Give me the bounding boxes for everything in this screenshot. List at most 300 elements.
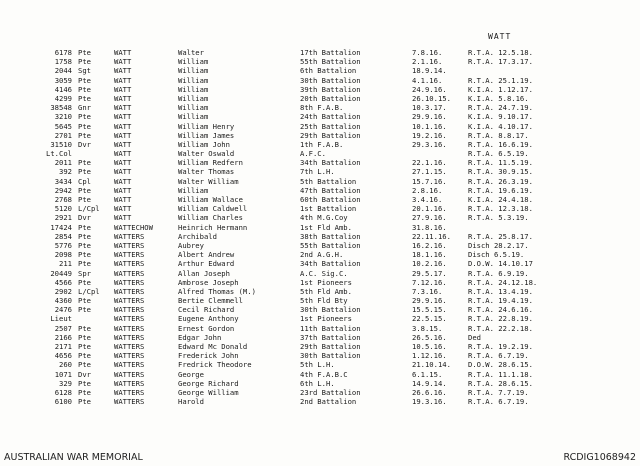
rank: Dvr <box>78 213 91 223</box>
rank: Pte <box>78 305 91 315</box>
service-number: 3434 <box>54 176 72 186</box>
surname: WATTERS <box>114 240 145 250</box>
surname: WATTECHOW <box>114 222 153 232</box>
fate: R.T.A. 22.8.19. <box>468 314 533 324</box>
given-names: Aubrey <box>178 240 204 250</box>
list-item <box>0 103 640 112</box>
footer-source: AUSTRALIAN WAR MEMORIAL <box>4 452 143 463</box>
enlistment-date: 2.1.16. <box>412 57 443 67</box>
service-number: 1071 <box>54 369 72 379</box>
enlistment-date: 4.1.16. <box>412 75 443 85</box>
unit: 47th Battalion <box>300 185 361 195</box>
given-names: William <box>178 75 209 85</box>
surname: WATTERS <box>114 323 145 333</box>
service-number: 4656 <box>54 351 72 361</box>
enlistment-date: 10.1.16. <box>412 121 447 131</box>
rank: Pte <box>78 167 91 177</box>
given-names: Ambrose Joseph <box>178 277 239 287</box>
service-number: 5645 <box>54 121 72 131</box>
fate: D.O.W. 14.10.17 <box>468 259 533 269</box>
unit: 8th F.A.B. <box>300 103 344 113</box>
unit: 30th Battalion <box>300 75 361 85</box>
fate: R.T.A. 8.8.17. <box>468 130 529 140</box>
given-names: William <box>178 103 209 113</box>
rank: Pte <box>78 121 91 131</box>
list-item <box>0 351 640 360</box>
fate: R.T.A. 25.1.19. <box>468 75 533 85</box>
fate: Disch 6.5.19. <box>468 250 525 260</box>
given-names: Heinrich Hermann <box>178 222 248 232</box>
unit: 1th F.A.B. <box>300 139 344 149</box>
enlistment-date: 10.3.17. <box>412 103 447 113</box>
service-number: 392 <box>59 167 72 177</box>
unit: 30th Battalion <box>300 351 361 361</box>
service-number: Lt.Col <box>46 149 72 159</box>
fate: K.I.A. 9.10.17. <box>468 112 533 122</box>
list-item <box>0 259 640 268</box>
given-names: George <box>178 369 204 379</box>
service-number: 2011 <box>54 158 72 168</box>
list-item <box>0 314 640 323</box>
enlistment-date: 22.11.16. <box>412 231 451 241</box>
service-number: 4566 <box>54 277 72 287</box>
given-names: William <box>178 84 209 94</box>
given-names: Walter <box>178 48 204 57</box>
rank: Pte <box>78 259 91 269</box>
enlistment-date: 26.10.15. <box>412 93 451 103</box>
enlistment-date: 15.5.15. <box>412 305 447 315</box>
rank: Pte <box>78 240 91 250</box>
enlistment-date: 21.10.14. <box>412 360 451 370</box>
rank: Pte <box>78 342 91 351</box>
given-names: William <box>178 112 209 122</box>
list-item <box>0 250 640 259</box>
list-item <box>0 324 640 333</box>
surname: WATTERS <box>114 231 145 241</box>
surname: WATTERS <box>114 360 145 370</box>
fate: R.T.A. 24.6.16. <box>468 305 533 315</box>
given-names: Walter Thomas <box>178 167 235 177</box>
rank: Pte <box>78 222 91 232</box>
enlistment-date: 24.9.16. <box>412 84 447 94</box>
enlistment-date: 10.2.16. <box>412 259 447 269</box>
unit: 39th Battalion <box>300 84 361 94</box>
enlistment-date: 31.8.16. <box>412 222 447 232</box>
list-item <box>0 269 640 278</box>
rank: Pte <box>78 93 91 103</box>
surname: WATTERS <box>114 277 145 287</box>
enlistment-date: 29.9.16. <box>412 296 447 306</box>
fate: R.T.A. 6.5.19. <box>468 149 529 159</box>
list-item <box>0 360 640 369</box>
given-names: Alfred Thomas (M.) <box>178 286 256 296</box>
enlistment-date: 2.8.16. <box>412 185 443 195</box>
fate: R.T.A. 24.7.19. <box>468 103 533 113</box>
surname: WATTERS <box>114 286 145 296</box>
given-names: William <box>178 57 209 67</box>
given-names: Edward Mc Donald <box>178 342 248 351</box>
fate: R.T.A. 6.9.19. <box>468 268 529 278</box>
service-number: 38548 <box>50 103 72 113</box>
surname: WATTERS <box>114 250 145 260</box>
rank: Pte <box>78 57 91 67</box>
surname: WATT <box>114 103 132 113</box>
given-names: William John <box>178 139 230 149</box>
service-number: 2701 <box>54 130 72 140</box>
surname: WATTERS <box>114 351 145 361</box>
unit: 29th Battalion <box>300 130 361 140</box>
unit: 34th Battalion <box>300 259 361 269</box>
surname: WATT <box>114 84 132 94</box>
enlistment-date: 20.1.16. <box>412 204 447 214</box>
unit: 2nd Battalion <box>300 397 357 407</box>
fate: R.T.A. 7.7.19. <box>468 387 529 397</box>
unit: 11th Battalion <box>300 323 361 333</box>
unit: 5th L.H. <box>300 360 335 370</box>
list-item <box>0 131 640 140</box>
list-item <box>0 241 640 250</box>
fate: K.I.A. 1.12.17. <box>468 84 533 94</box>
surname: WATTERS <box>114 268 145 278</box>
list-item <box>0 397 640 406</box>
fate: R.T.A. 19.4.19. <box>468 296 533 306</box>
given-names: Arthur Edward <box>178 259 235 269</box>
given-names: Allan Joseph <box>178 268 230 278</box>
rank: Pte <box>78 84 91 94</box>
service-number: 4360 <box>54 296 72 306</box>
surname: WATTERS <box>114 314 145 324</box>
unit: 38th Battalion <box>300 231 361 241</box>
given-names: George Richard <box>178 378 239 388</box>
surname: WATTERS <box>114 387 145 397</box>
surname: WATT <box>114 158 132 168</box>
given-names: William Wallace <box>178 195 243 204</box>
list-item <box>0 158 640 167</box>
surname: WATT <box>114 57 132 67</box>
given-names: George William <box>178 387 239 397</box>
enlistment-date: 22.5.15. <box>412 314 447 324</box>
rank: Sgt <box>78 66 91 76</box>
unit: A.F.C. <box>300 149 326 159</box>
page-header: WATT <box>488 32 512 41</box>
enlistment-date: 27.1.15. <box>412 167 447 177</box>
surname: WATT <box>114 204 132 214</box>
unit: 4th F.A.B.C <box>300 369 348 379</box>
service-number: 31510 <box>50 139 72 149</box>
given-names: Edgar John <box>178 332 222 342</box>
service-number: 17424 <box>50 222 72 232</box>
fate: R.T.A. 17.3.17. <box>468 57 533 67</box>
nominal-roll-list <box>0 48 640 406</box>
service-number: 6178 <box>54 48 72 57</box>
given-names: Walter Oswald <box>178 149 235 159</box>
enlistment-date: 29.3.16. <box>412 139 447 149</box>
surname: WATT <box>114 66 132 76</box>
unit: 29th Battalion <box>300 342 361 351</box>
surname: WATT <box>114 176 132 186</box>
list-item <box>0 223 640 232</box>
service-number: 2098 <box>54 250 72 260</box>
list-item <box>0 149 640 158</box>
enlistment-date: 15.7.16. <box>412 176 447 186</box>
unit: 20th Battalion <box>300 93 361 103</box>
enlistment-date: 6.1.15. <box>412 369 443 379</box>
service-number: 2942 <box>54 185 72 195</box>
unit: 6th L.H. <box>300 378 335 388</box>
surname: WATT <box>114 121 132 131</box>
given-names: William <box>178 66 209 76</box>
given-names: Eugene Anthony <box>178 314 239 324</box>
fate: R.T.A. 19.6.19. <box>468 185 533 195</box>
rank: Pte <box>78 48 91 57</box>
rank: Cpl <box>78 176 91 186</box>
unit: 5th Fld Amb. <box>300 286 352 296</box>
list-item <box>0 57 640 66</box>
rank: Pte <box>78 112 91 122</box>
unit: 1st Fld Amb. <box>300 222 352 232</box>
unit: 34th Battalion <box>300 158 361 168</box>
surname: WATTERS <box>114 332 145 342</box>
fate: K.I.A. 24.4.18. <box>468 195 533 204</box>
unit: 30th Battalion <box>300 305 361 315</box>
list-item <box>0 177 640 186</box>
enlistment-date: 7.12.16. <box>412 277 447 287</box>
surname: WATT <box>114 130 132 140</box>
enlistment-date: 29.5.17. <box>412 268 447 278</box>
given-names: Fredrick Theodore <box>178 360 252 370</box>
footer-bar <box>0 450 640 466</box>
unit: 25th Battalion <box>300 121 361 131</box>
list-item <box>0 333 640 342</box>
list-item <box>0 76 640 85</box>
list-item <box>0 296 640 305</box>
fate: K.I.A. 4.10.17. <box>468 121 533 131</box>
list-item <box>0 186 640 195</box>
given-names: Ernest Gordon <box>178 323 235 333</box>
surname: WATTERS <box>114 342 145 351</box>
enlistment-date: 26.6.16. <box>412 387 447 397</box>
unit: 1st Pioneers <box>300 277 352 287</box>
enlistment-date: 18.9.14. <box>412 66 447 76</box>
fate: R.T.A. 28.6.15. <box>468 378 533 388</box>
enlistment-date: 19.3.16. <box>412 397 447 407</box>
service-number: 2854 <box>54 231 72 241</box>
service-number: 6128 <box>54 387 72 397</box>
service-number: 3210 <box>54 112 72 122</box>
given-names: Cecil Richard <box>178 305 235 315</box>
service-number: 6100 <box>54 397 72 407</box>
surname: WATT <box>114 185 132 195</box>
fate: R.T.A. 5.3.19. <box>468 213 529 223</box>
rank: Pte <box>78 130 91 140</box>
unit: 5th Fld Bty <box>300 296 348 306</box>
fate: R.T.A. 11.1.18. <box>468 369 533 379</box>
rank: Pte <box>78 195 91 204</box>
surname: WATT <box>114 75 132 85</box>
rank: Spr <box>78 268 91 278</box>
enlistment-date: 1.12.16. <box>412 351 447 361</box>
surname: WATTERS <box>114 305 145 315</box>
fate: R.T.A. 11.5.19. <box>468 158 533 168</box>
rank: Pte <box>78 360 91 370</box>
surname: WATT <box>114 195 132 204</box>
service-number: 1758 <box>54 57 72 67</box>
surname: WATT <box>114 139 132 149</box>
service-number: 2921 <box>54 213 72 223</box>
service-number: 211 <box>59 259 72 269</box>
surname: WATT <box>114 112 132 122</box>
unit: 1st Pioneers <box>300 314 352 324</box>
rank: L/Cpl <box>78 286 100 296</box>
enlistment-date: 19.2.16. <box>412 130 447 140</box>
enlistment-date: 7.8.16. <box>412 48 443 57</box>
list-item <box>0 370 640 379</box>
list-item <box>0 167 640 176</box>
surname: WATTERS <box>114 259 145 269</box>
fate: R.T.A. 30.9.15. <box>468 167 533 177</box>
list-item <box>0 305 640 314</box>
surname: WATT <box>114 213 132 223</box>
rank: Pte <box>78 378 91 388</box>
rank: Pte <box>78 75 91 85</box>
service-number: 2171 <box>54 342 72 351</box>
given-names: Albert Andrew <box>178 250 235 260</box>
rank: Pte <box>78 231 91 241</box>
surname: WATT <box>114 167 132 177</box>
enlistment-date: 7.3.16. <box>412 286 443 296</box>
rank: Pte <box>78 323 91 333</box>
unit: 55th Battalion <box>300 240 361 250</box>
list-item <box>0 112 640 121</box>
service-number: 2476 <box>54 305 72 315</box>
fate: K.I.A. 5.8.16. <box>468 93 529 103</box>
list-item <box>0 388 640 397</box>
surname: WATT <box>114 93 132 103</box>
list-item <box>0 66 640 75</box>
given-names: William Redfern <box>178 158 243 168</box>
given-names: Harold <box>178 397 204 407</box>
list-item <box>0 213 640 222</box>
service-number: 3059 <box>54 75 72 85</box>
surname: WATT <box>114 48 132 57</box>
fate: R.T.A. 24.12.18. <box>468 277 538 287</box>
rank: Dvr <box>78 369 91 379</box>
surname: WATT <box>114 149 132 159</box>
surname: WATTERS <box>114 296 145 306</box>
enlistment-date: 22.1.16. <box>412 158 447 168</box>
unit: 1st Battalion <box>300 204 357 214</box>
given-names: Walter William <box>178 176 239 186</box>
list-item <box>0 48 640 57</box>
given-names: William <box>178 185 209 195</box>
given-names: Frederick John <box>178 351 239 361</box>
fate: R.T.A. 25.8.17. <box>468 231 533 241</box>
unit: 24th Battalion <box>300 112 361 122</box>
service-number: 329 <box>59 378 72 388</box>
unit: 7th L.H. <box>300 167 335 177</box>
rank: Pte <box>78 185 91 195</box>
unit: 17th Battalion <box>300 48 361 57</box>
list-item <box>0 342 640 351</box>
service-number: 4146 <box>54 84 72 94</box>
unit: A.C. Sig.C. <box>300 268 348 278</box>
enlistment-date: 14.9.14. <box>412 378 447 388</box>
given-names: William Charles <box>178 213 243 223</box>
list-item <box>0 278 640 287</box>
list-item <box>0 122 640 131</box>
fate: R.T.A. 19.2.19. <box>468 342 533 351</box>
rank: Gnr <box>78 103 91 113</box>
service-number: 260 <box>59 360 72 370</box>
list-item <box>0 379 640 388</box>
enlistment-date: 29.9.16. <box>412 112 447 122</box>
service-number: Lieut <box>50 314 72 324</box>
unit: 37th Battalion <box>300 332 361 342</box>
rank: Pte <box>78 158 91 168</box>
rank: Pte <box>78 250 91 260</box>
service-number: 4299 <box>54 93 72 103</box>
fate: R.T.A. 13.4.19. <box>468 286 533 296</box>
enlistment-date: 3.4.16. <box>412 195 443 204</box>
fate: D.O.W. 28.6.15. <box>468 360 533 370</box>
given-names: William James <box>178 130 235 140</box>
fate: R.T.A. 26.3.19. <box>468 176 533 186</box>
enlistment-date: 16.2.16. <box>412 240 447 250</box>
given-names: William Henry <box>178 121 235 131</box>
surname: WATTERS <box>114 369 145 379</box>
list-item <box>0 85 640 94</box>
service-number: 20449 <box>50 268 72 278</box>
service-number: 2166 <box>54 332 72 342</box>
enlistment-date: 3.8.15. <box>412 323 443 333</box>
enlistment-date: 27.9.16. <box>412 213 447 223</box>
service-number: 2044 <box>54 66 72 76</box>
rank: Dvr <box>78 139 91 149</box>
list-item <box>0 195 640 204</box>
given-names: Archibald <box>178 231 217 241</box>
footer-id: RCDIG1068942 <box>563 452 636 463</box>
given-names: William Caldwell <box>178 204 248 214</box>
enlistment-date: 10.5.16. <box>412 342 447 351</box>
given-names: Bertie Clemmell <box>178 296 243 306</box>
service-number: 2902 <box>54 286 72 296</box>
unit: 60th Battalion <box>300 195 361 204</box>
rank: Pte <box>78 387 91 397</box>
fate: R.T.A. 6.7.19. <box>468 397 529 407</box>
list-item <box>0 140 640 149</box>
fate: R.T.A. 12.5.18. <box>468 48 533 57</box>
fate: R.T.A. 22.2.18. <box>468 323 533 333</box>
surname: WATTERS <box>114 397 145 407</box>
unit: 5th Battalion <box>300 176 357 186</box>
list-item <box>0 232 640 241</box>
fate: R.T.A. 16.6.19. <box>468 139 533 149</box>
surname: WATTERS <box>114 378 145 388</box>
unit: 2nd A.G.H. <box>300 250 344 260</box>
given-names: William <box>178 93 209 103</box>
unit: 4th M.G.Coy <box>300 213 348 223</box>
enlistment-date: 18.1.16. <box>412 250 447 260</box>
service-number: 5120 <box>54 204 72 214</box>
rank: Pte <box>78 397 91 407</box>
fate: R.T.A. 6.7.19. <box>468 351 529 361</box>
rank: Pte <box>78 351 91 361</box>
rank: Pte <box>78 277 91 287</box>
rank: L/Cpl <box>78 204 100 214</box>
rank: Pte <box>78 332 91 342</box>
unit: 23rd Battalion <box>300 387 361 397</box>
fate: Ded <box>468 332 481 342</box>
